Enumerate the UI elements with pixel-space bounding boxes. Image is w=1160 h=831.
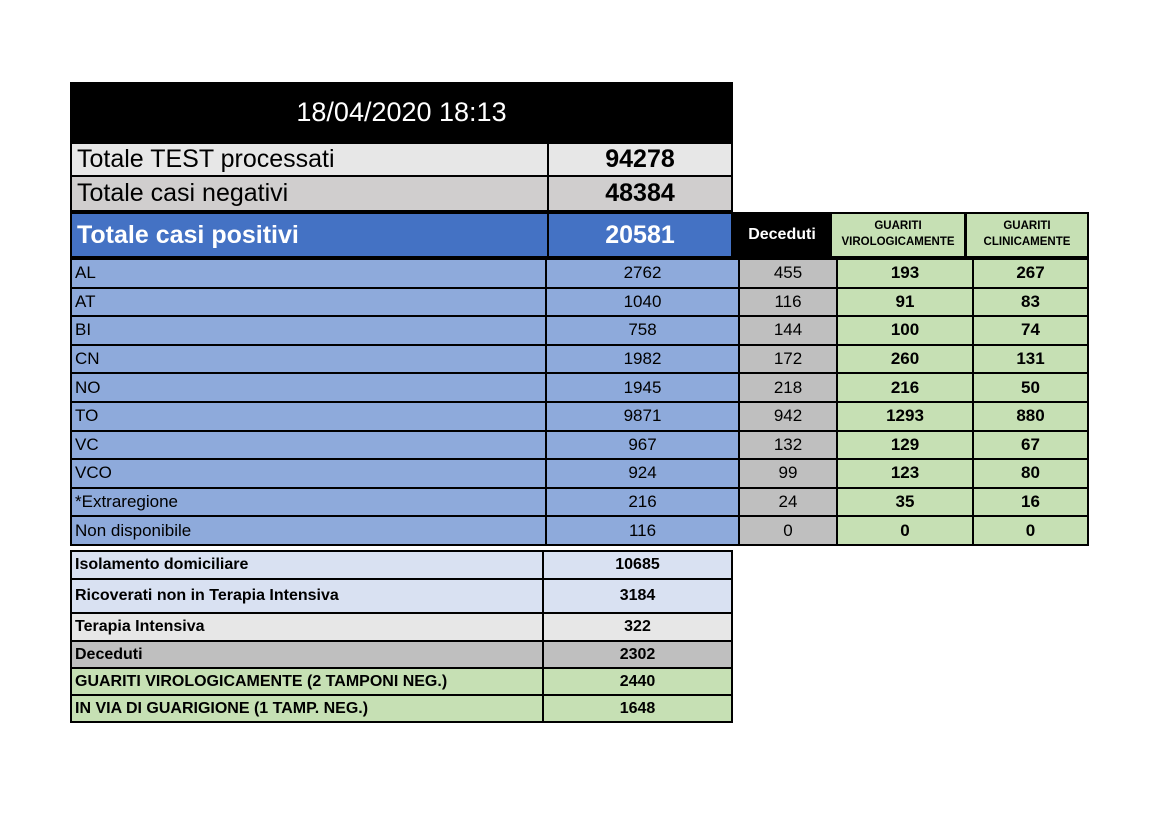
total-negatives-label: Totale casi negativi <box>72 177 549 210</box>
province-recovered-clinical: 131 <box>973 345 1088 374</box>
column-header-recovered-virological-line1: GUARITI <box>874 220 922 233</box>
province-deceased: 942 <box>739 402 837 431</box>
province-recovered-virological: 216 <box>837 373 973 402</box>
province-row <box>71 316 1088 345</box>
province-row <box>71 459 1088 488</box>
province-deceased: 172 <box>739 345 837 374</box>
report-datetime: 18/04/2020 18:13 <box>70 82 733 142</box>
province-name: VC <box>71 431 546 460</box>
province-row <box>71 259 1088 288</box>
province-deceased: 455 <box>739 259 837 288</box>
province-recovered-clinical: 267 <box>973 259 1088 288</box>
breakdown-row <box>71 641 732 668</box>
breakdown-label: IN VIA DI GUARIGIONE (1 TAMP. NEG.) <box>71 695 543 722</box>
breakdown-row <box>71 579 732 613</box>
province-row <box>71 516 1088 545</box>
breakdown-value: 10685 <box>543 551 732 579</box>
province-row <box>71 431 1088 460</box>
province-recovered-virological: 35 <box>837 488 973 517</box>
total-tests-value: 94278 <box>605 145 675 173</box>
province-recovered-virological: 1293 <box>837 402 973 431</box>
province-row <box>71 488 1088 517</box>
province-table <box>70 258 1089 546</box>
province-deceased: 218 <box>739 373 837 402</box>
province-name: CN <box>71 345 546 374</box>
province-recovered-clinical: 74 <box>973 316 1088 345</box>
breakdown-row <box>71 668 732 695</box>
province-positives: 1040 <box>546 288 739 317</box>
province-name: Non disponibile <box>71 516 546 545</box>
province-positives: 216 <box>546 488 739 517</box>
breakdown-label: Isolamento domiciliare <box>71 551 543 579</box>
province-recovered-clinical: 83 <box>973 288 1088 317</box>
column-header-recovered-virological <box>830 212 966 258</box>
breakdown-value: 3184 <box>543 579 732 613</box>
province-name: VCO <box>71 459 546 488</box>
breakdown-row <box>71 551 732 579</box>
province-positives: 967 <box>546 431 739 460</box>
province-recovered-clinical: 50 <box>973 373 1088 402</box>
province-positives: 924 <box>546 459 739 488</box>
province-positives: 758 <box>546 316 739 345</box>
province-positives: 9871 <box>546 402 739 431</box>
status-breakdown-table <box>70 550 733 723</box>
column-header-recovered-virological-line2: VIROLOGICAMENTE <box>841 236 955 248</box>
breakdown-label: Ricoverati non in Terapia Intensiva <box>71 579 543 613</box>
province-row <box>71 373 1088 402</box>
total-tests-label: Totale TEST processati <box>72 144 549 175</box>
province-recovered-virological: 260 <box>837 345 973 374</box>
province-positives: 2762 <box>546 259 739 288</box>
breakdown-value: 2440 <box>543 668 732 695</box>
province-name: *Extraregione <box>71 488 546 517</box>
province-recovered-virological: 193 <box>837 259 973 288</box>
province-positives: 1945 <box>546 373 739 402</box>
province-recovered-virological: 129 <box>837 431 973 460</box>
province-positives: 1982 <box>546 345 739 374</box>
breakdown-value: 1648 <box>543 695 732 722</box>
province-row <box>71 345 1088 374</box>
breakdown-row <box>71 613 732 641</box>
province-recovered-clinical: 67 <box>973 431 1088 460</box>
province-deceased: 116 <box>739 288 837 317</box>
province-positives: 116 <box>546 516 739 545</box>
province-recovered-virological: 91 <box>837 288 973 317</box>
total-positives-value: 20581 <box>605 220 675 249</box>
column-header-deceased: Deceduti <box>733 212 831 258</box>
province-recovered-virological: 123 <box>837 459 973 488</box>
province-deceased: 0 <box>739 516 837 545</box>
province-row <box>71 402 1088 431</box>
total-positives-label: Totale casi positivi <box>72 214 549 256</box>
province-name: AL <box>71 259 546 288</box>
breakdown-label: Terapia Intensiva <box>71 613 543 641</box>
province-recovered-clinical: 16 <box>973 488 1088 517</box>
province-row <box>71 288 1088 317</box>
province-deceased: 132 <box>739 431 837 460</box>
province-recovered-clinical: 0 <box>973 516 1088 545</box>
total-tests-row <box>70 142 733 177</box>
breakdown-label: Deceduti <box>71 641 543 668</box>
province-recovered-virological: 100 <box>837 316 973 345</box>
province-deceased: 24 <box>739 488 837 517</box>
province-name: AT <box>71 288 546 317</box>
province-name: NO <box>71 373 546 402</box>
province-recovered-clinical: 880 <box>973 402 1088 431</box>
column-header-recovered-clinical-line1: GUARITI <box>1003 220 1051 233</box>
province-deceased: 144 <box>739 316 837 345</box>
province-deceased: 99 <box>739 459 837 488</box>
total-negatives-row <box>70 177 733 212</box>
province-name: TO <box>71 402 546 431</box>
province-recovered-clinical: 80 <box>973 459 1088 488</box>
breakdown-label: GUARITI VIROLOGICAMENTE (2 TAMPONI NEG.) <box>71 668 543 695</box>
total-positives-row <box>70 212 733 258</box>
column-header-recovered-clinical <box>965 212 1089 258</box>
breakdown-row <box>71 695 732 722</box>
total-negatives-value: 48384 <box>605 179 675 207</box>
province-name: BI <box>71 316 546 345</box>
province-recovered-virological: 0 <box>837 516 973 545</box>
breakdown-value: 322 <box>543 613 732 641</box>
breakdown-value: 2302 <box>543 641 732 668</box>
column-header-recovered-clinical-line2: CLINICAMENTE <box>983 236 1071 248</box>
